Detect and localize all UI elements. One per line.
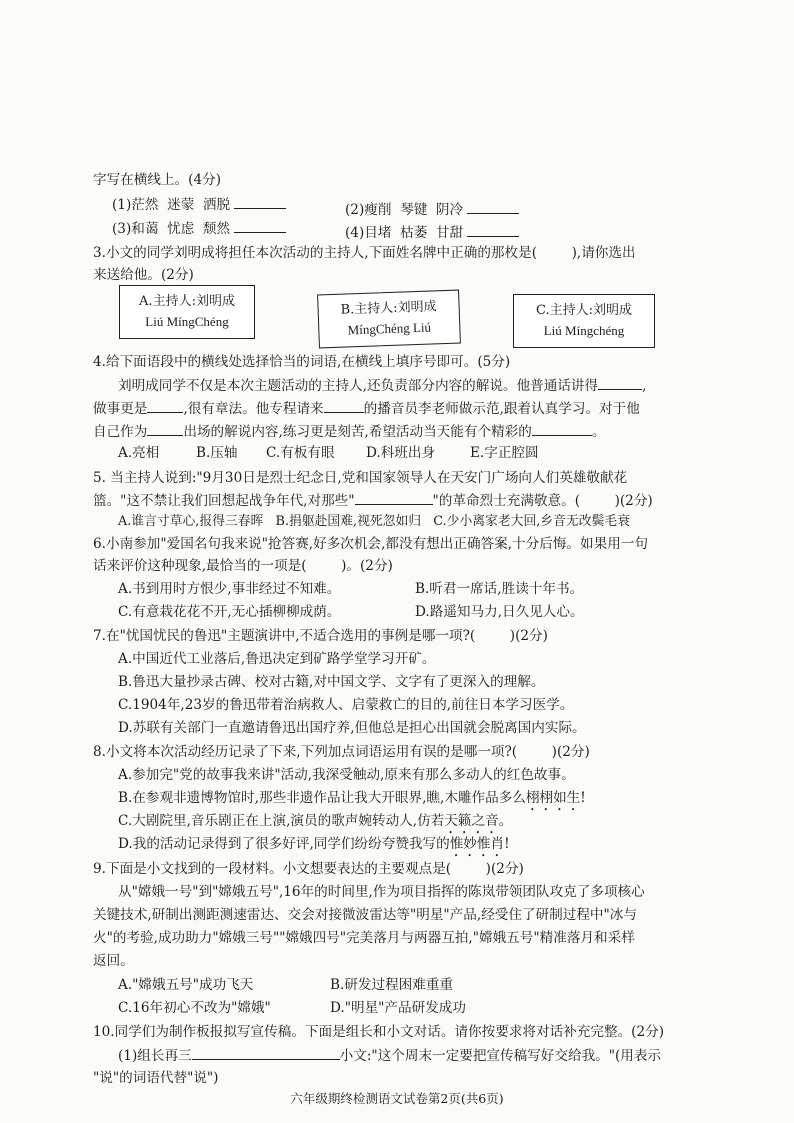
q4-stem: 4.给下面语段中的横线处选择恰当的词语,在横线上填序号即可。(5分) xyxy=(93,354,511,370)
q4-blank-5[interactable] xyxy=(532,421,592,436)
page-footer: 六年级期终检测语文试卷第2页(共6页) xyxy=(290,1091,504,1106)
q8-b-end: ! xyxy=(580,790,586,806)
name-card-c-pinyin: Liú Míngchéng xyxy=(543,323,625,338)
q9-option-a: A."嫦娥五号"成功飞天 xyxy=(118,977,254,993)
name-card-a-pinyin: Liú MíngChéng xyxy=(145,314,229,329)
q2-group-4-words: 目堵 枯萎 甘甜 xyxy=(364,225,464,241)
q5-text-2: "的革命烈士充满敬意。( )(2分) xyxy=(432,493,653,509)
q9-stem: 9.下面是小文找到的一段材料。小文想要表达的主要观点是( )(2分) xyxy=(93,861,524,877)
q4-text-3: ,很有章法。他专程请来 xyxy=(183,401,324,417)
q8-c-dotted-phrase: 天籁之音 xyxy=(444,813,499,829)
name-card-b-label: B.主持人:刘明成 xyxy=(340,299,437,318)
name-card-b[interactable] xyxy=(317,290,461,349)
q2-group-2 xyxy=(345,199,519,220)
q2-group-1 xyxy=(112,194,286,215)
q9-passage-line-4: 返回。 xyxy=(93,953,134,969)
q8-c-text: C.大剧院里,音乐剧正在上演,演员的歌声婉转动人,仿若 xyxy=(118,813,445,829)
q3-line-2: 来送给他。(2分) xyxy=(93,267,194,283)
q4-blank-3[interactable] xyxy=(324,398,364,413)
q9-passage-line-1: 从"嫦娥一号"到"嫦娥五号",16年的时间里,作为项目指挥的陈岚带领团队攻克了多项核心 xyxy=(118,884,645,900)
q7-option-d: D.苏联有关部门一直邀请鲁迅出国疗养,但他总是担心出国就会脱离国内实际。 xyxy=(118,720,586,736)
q5-options: A.谁言寸草心,报得三春晖 B.捐躯赴国难,视死忽如归 C.少小离家老大回,乡音无改鬓毛衰 xyxy=(118,514,630,529)
q8-d-text: D.我的活动记录得到了很多好评,同学们纷纷夸赞我写的 xyxy=(118,836,450,852)
q9-passage-line-2: 关键技术,研制出测距测速雷达、交会对接微波雷达等"明星"产品,经受住了研制过程中"冰与 xyxy=(93,907,637,923)
q8-d-end: ! xyxy=(504,836,510,852)
q4-para-line-3 xyxy=(93,421,605,442)
name-card-c[interactable] xyxy=(513,294,655,348)
q4-option-e: E.字正腔圆 xyxy=(470,445,539,461)
q10-line-1 xyxy=(118,1045,661,1066)
q2-group-3 xyxy=(112,218,286,239)
q8-stem: 8.小文将本次活动经历记录了下来,下列加点词语运用有误的是哪一项?( )(2分) xyxy=(93,744,590,760)
q6-option-b: B.听君一席话,胜读十年书。 xyxy=(415,581,584,597)
q5-line-2 xyxy=(93,490,653,511)
name-card-c-label: C.主持人:刘明成 xyxy=(536,303,632,318)
q2-group-2-prefix: (2) xyxy=(345,202,365,218)
q7-option-a: A.中国近代工业落后,鲁迅决定到矿路学堂学习开矿。 xyxy=(118,651,436,667)
q10-text-1: (1)组长再三 xyxy=(118,1048,192,1064)
q9-passage-line-3: 火"的考验,成功助力"嫦娥三号""嫦娥四号"完美落月与两器互拍,"嫦娥五号"精准落月和采样 xyxy=(93,930,635,946)
q10-line-2: "说"的词语代替"说") xyxy=(93,1070,219,1086)
q8-option-a: A.参加完"党的故事我来讲"活动,我深受触动,原来有那么多动人的红色故事。 xyxy=(118,767,575,783)
q10-text-2: 小文:"这个周末一定要把宣传稿写好交给我。"(用表示 xyxy=(339,1048,662,1064)
q2-group-4-prefix: (4) xyxy=(345,225,365,241)
q10-blank[interactable] xyxy=(192,1045,340,1060)
q2-blank-3[interactable] xyxy=(234,218,286,233)
q8-c-end: 。 xyxy=(498,813,513,829)
q9-option-c: C.16年初心不改为"嫦娥" xyxy=(118,1000,271,1016)
q6-option-c: C.有意栽花花不开,无心插柳柳成荫。 xyxy=(118,604,341,620)
q5-line-1: 5. 当主持人说到:"9月30日是烈士纪念日,党和国家领导人在天安门广场向人们英雄敬献花 xyxy=(93,470,628,486)
q3-line-1: 3.小文的同学刘明成将担任本次活动的主持人,下面姓名牌中正确的那枚是( ),请你选出 xyxy=(93,245,636,261)
q4-option-a: A.亮相 xyxy=(118,445,160,461)
q4-para-line-2 xyxy=(93,398,640,419)
q9-option-d: D."明星"产品研发成功 xyxy=(330,1000,466,1016)
q4-blank-4[interactable] xyxy=(147,421,183,436)
q4-text-2: 做事更是 xyxy=(93,401,148,417)
q2-blank-1[interactable] xyxy=(234,194,286,209)
q6-option-d: D.路遥知马力,日久见人心。 xyxy=(415,604,584,620)
q7-stem: 7.在"忧国忧民的鲁迅"主题演讲中,不适合选用的事例是哪一项?( )(2分) xyxy=(93,628,548,644)
intro-line: 字写在横线上。(4分) xyxy=(93,172,222,188)
name-card-b-pinyin: MíngChéng Liú xyxy=(347,319,432,338)
q4-text-4: 的播音员李老师做示范,跟着认真学习。对于他 xyxy=(363,401,640,417)
q10-stem: 10.同学们为制作板报拟写宣传稿。下面是组长和小文对话。请你按要求将对话补充完整。(2分) xyxy=(93,1024,665,1040)
q8-option-d xyxy=(118,834,510,860)
q4-blank-1[interactable] xyxy=(598,375,642,390)
q5-blank[interactable] xyxy=(355,490,433,505)
q4-option-b: B.压轴 xyxy=(196,445,238,461)
q7-option-b: B.鲁迅大量抄录古碑、校对古籍,对中国文学、文字有了更深入的理解。 xyxy=(118,674,545,690)
q4-option-c: C.有板有眼 xyxy=(266,445,335,461)
q4-text-1: 刘明成同学不仅是本次主题活动的主持人,还负责部分内容的解说。他普通话讲得 xyxy=(118,378,599,394)
q8-b-text: B.在参观非遗博物馆时,那些非遗作品让我大开眼界,瞧,木雕作品多么 xyxy=(118,790,526,806)
q4-para-line-1: 刘明成同学不仅是本次主题活动的主持人,还负责部分内容的解说。他普通话讲得 , xyxy=(118,375,646,396)
q2-group-3-words: 和蔼 忧虑 颓然 xyxy=(131,221,231,237)
q4-text-5: 自己作为 xyxy=(93,424,148,440)
q8-b-dotted-phrase: 栩栩如生 xyxy=(525,790,581,806)
q4-blank-2[interactable] xyxy=(147,398,183,413)
q2-group-4 xyxy=(345,222,519,243)
q9-option-b: B.研发过程困难重重 xyxy=(330,977,454,993)
q2-blank-4[interactable] xyxy=(467,222,519,237)
q2-group-1-words: 茫然 迷蒙 洒脱 xyxy=(131,197,231,213)
q4-option-d: D.科班出身 xyxy=(366,445,436,461)
q4-text-7: 。 xyxy=(591,424,606,440)
q2-group-2-words: 瘦削 琴键 阴冷 xyxy=(364,202,464,218)
q8-d-dotted-phrase: 惟妙惟肖 xyxy=(449,836,505,852)
q6-option-a: A.书到用时方恨少,事非经过不知难。 xyxy=(118,581,341,597)
name-card-a[interactable] xyxy=(119,285,255,339)
q2-blank-2[interactable] xyxy=(467,199,519,214)
q7-option-c: C.1904年,23岁的鲁迅带着治病救人、启蒙救亡的目的,前往日本学习医学。 xyxy=(118,697,574,713)
q5-text-1: 篮。"这不禁让我们回想起战争年代,对那些" xyxy=(93,493,355,509)
q2-group-3-prefix: (3) xyxy=(112,221,132,237)
name-card-a-label: A.主持人:刘明成 xyxy=(139,294,235,309)
q6-line-1: 6.小南参加"爱国名句我来说"抢答赛,好多次机会,都没有想出正确答案,十分后悔。如果用一句 xyxy=(93,536,648,552)
q4-text-6: 出场的解说内容,练习更是刻苦,希望活动当天能有个精彩的 xyxy=(183,424,532,440)
q2-group-1-prefix: (1) xyxy=(112,197,132,213)
q6-line-2: 话来评价这种现象,最恰当的一项是( )。(2分) xyxy=(93,558,393,574)
